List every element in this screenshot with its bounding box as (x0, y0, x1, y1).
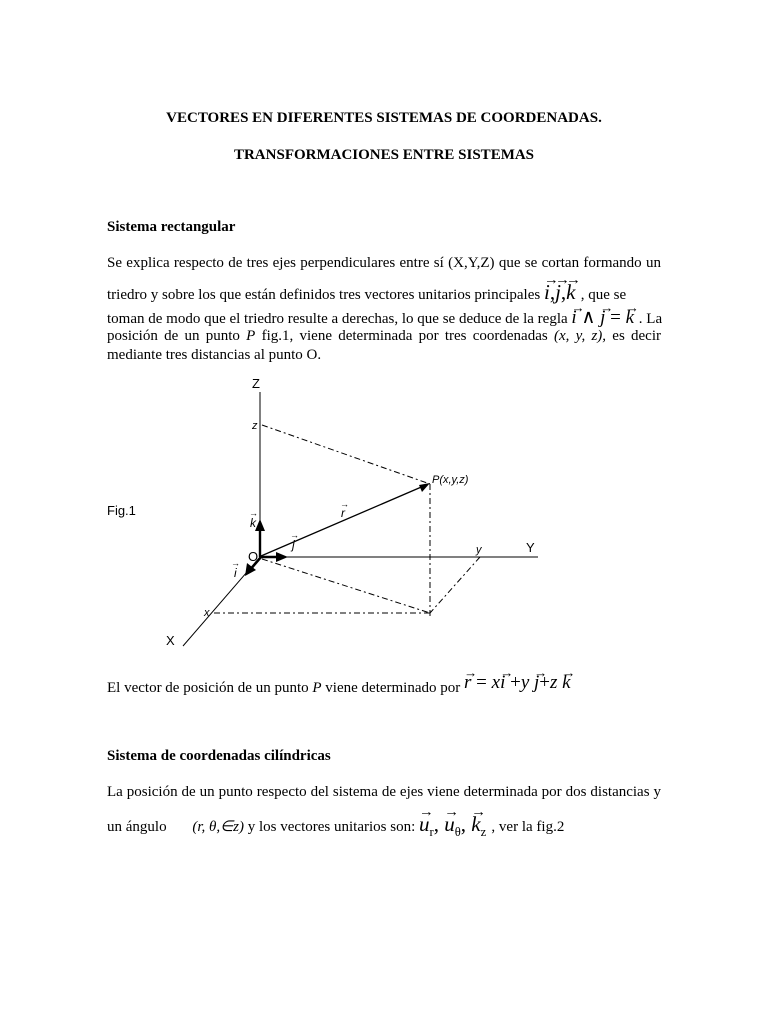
position-vector-equation (464, 672, 571, 693)
paragraph-text: Se explica respecto de tres ejes perpendiculares entre sí (X,Y,Z) que se cortan formando un (107, 255, 661, 271)
vector-r: → r (464, 672, 471, 694)
figure-1-diagram (150, 370, 570, 655)
figure-label: Fig.1 (107, 503, 136, 518)
arrow-over-j-icon: → (290, 530, 299, 540)
coef-z: z (550, 672, 558, 693)
point-P: P (246, 328, 256, 344)
unit-vectors-ijk: → i,→ j,→ k (544, 280, 581, 304)
paragraph-text: es decir (612, 328, 662, 344)
paragraph-text: un ángulo (107, 819, 167, 835)
paragraph-text: . La (638, 311, 663, 327)
paragraph-text: viene determinado por (325, 680, 461, 696)
unit-vector-k-z: → k (471, 812, 480, 837)
vector-label-j: j (292, 538, 295, 552)
origin-label-O: O (248, 549, 259, 564)
paragraph-text: toman de modo que el triedro resulte a derechas, lo que se deduce de la regla (107, 311, 568, 327)
paragraph-line-7 (107, 812, 661, 840)
point-P: P (312, 680, 322, 696)
paragraph-line-1 (107, 255, 661, 272)
vector-k: → k (562, 672, 570, 694)
right-hand-rule (571, 307, 638, 328)
vector-j: → j (555, 280, 561, 305)
paragraph-text: posición de un punto (107, 328, 240, 344)
point-label-P: P(x,y,z) (432, 474, 469, 486)
vector-r-arrowhead (419, 483, 430, 492)
coef-y: y (520, 672, 530, 693)
axis-label-Z: Z (252, 376, 260, 391)
paragraph-text: y los vectores unitarios son: (247, 819, 416, 835)
tick-label-z: z (252, 420, 258, 432)
coef-x: x (491, 672, 501, 693)
subscript-r: r (429, 825, 434, 840)
document-title: VECTORES EN DIFERENTES SISTEMAS DE COORDENADAS. (166, 110, 602, 126)
arrow-over-i-icon: → (231, 558, 240, 568)
paragraph-line-6 (107, 784, 661, 801)
vector-j: → j (600, 307, 605, 329)
unit-vector-k-arrowhead (255, 519, 265, 531)
paragraph-text: , ver la fig.2 (491, 819, 565, 835)
paragraph-text: fig.1, viene determinada por tres coordenadas (261, 328, 548, 344)
cylindrical-coordinates: (r, θ,∈z) (192, 819, 245, 835)
subscript-theta: θ (454, 825, 461, 840)
coordinates-xyz: (x, y, z), (553, 328, 607, 344)
vector-j: → j (534, 672, 539, 694)
equals-sign: = (610, 307, 621, 328)
section-heading-rectangular: Sistema rectangular (107, 219, 236, 235)
vector-i: → i (500, 672, 505, 694)
paragraph-line-3 (107, 306, 661, 329)
paragraph-text: triedro y sobre los que están definidos tres vectores unitarios principales (107, 287, 541, 303)
plus-sign: + (510, 672, 521, 693)
tick-label-y: y (476, 544, 482, 556)
cylindrical-unit-vectors: → $u_r$, → $u_\theta$, → $k_z$ (419, 812, 491, 836)
tick-label-x: x (204, 607, 210, 619)
unit-vector-j-arrowhead (276, 552, 288, 562)
paragraph-line-5: mediante tres distancias al punto O. (107, 347, 322, 363)
position-vector-line (107, 672, 661, 698)
arrow-over-k-icon: → (249, 508, 258, 518)
section-heading-cylindrical: Sistema de coordenadas cilíndricas (107, 748, 331, 764)
subscript-z: z (480, 825, 487, 840)
vector-label-r: r (341, 506, 345, 520)
vector-label-k: k (250, 516, 256, 530)
paragraph-text: El vector de posición de un punto (107, 680, 309, 696)
document-subtitle: TRANSFORMACIONES ENTRE SISTEMAS (233, 147, 535, 163)
wedge-operator: ∧ (581, 307, 596, 328)
vector-k: → k (626, 307, 634, 329)
vector-i: → i (544, 280, 550, 305)
vector-label-i: i (234, 566, 237, 580)
arrow-over-r-icon: → (340, 499, 349, 509)
plus-sign: + (539, 672, 550, 693)
paragraph-line-4 (107, 328, 661, 345)
axis-label-X: X (166, 633, 175, 648)
unit-vector-u-r: → u (419, 812, 430, 837)
vector-k: → k (566, 280, 575, 305)
unit-vector-u-theta: → u (444, 812, 455, 837)
axis-label-Y: Y (526, 540, 535, 555)
vector-i: → i (571, 307, 576, 329)
equals-sign: = (476, 672, 487, 693)
paragraph-text: , que se (580, 287, 627, 303)
vector-r-arrow (261, 485, 426, 556)
paragraph-text: La posición de un punto respecto del sistema de ejes viene determinada por dos distancias y (107, 784, 661, 800)
